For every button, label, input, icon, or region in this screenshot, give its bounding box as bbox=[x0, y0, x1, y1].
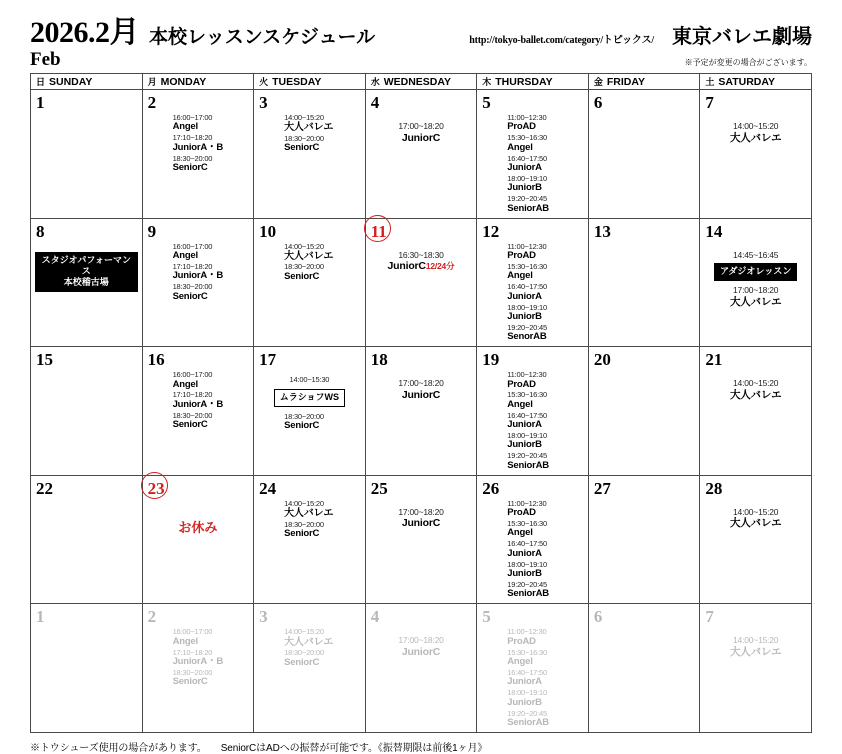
day-cell[interactable] bbox=[477, 604, 589, 733]
day-cell[interactable] bbox=[142, 604, 254, 733]
day-number: 5 bbox=[482, 93, 491, 112]
day-cell[interactable] bbox=[254, 218, 366, 347]
lesson-time: 18:30~20:00 bbox=[284, 262, 324, 272]
day-number: 6 bbox=[593, 607, 603, 627]
month-label-en: Feb bbox=[30, 49, 61, 70]
day-content bbox=[589, 370, 700, 372]
lesson-list-secondary bbox=[704, 286, 807, 308]
lesson-list bbox=[258, 628, 361, 668]
table-header-row bbox=[31, 74, 812, 90]
day-cell[interactable] bbox=[142, 347, 254, 476]
lesson-name: Angel bbox=[507, 398, 533, 410]
lesson-name: 大人バレエ bbox=[284, 508, 334, 520]
lesson-list bbox=[481, 628, 584, 729]
lesson-name: 大人バレエ bbox=[729, 295, 782, 308]
day-number: 20 bbox=[593, 350, 611, 370]
lesson-name: SeniorAB bbox=[507, 716, 549, 728]
lesson-time: 18:00~19:10 bbox=[507, 688, 547, 698]
day-number: 18 bbox=[370, 350, 388, 370]
day-content bbox=[254, 376, 365, 435]
lesson-name: SeniorC bbox=[172, 290, 208, 302]
lesson-name: JuniorB bbox=[507, 568, 542, 580]
lesson-time: 14:00~15:20 bbox=[733, 506, 779, 517]
day-content bbox=[700, 500, 811, 533]
day-number: 3 bbox=[259, 93, 268, 112]
day-cell[interactable] bbox=[477, 218, 589, 347]
day-content bbox=[366, 114, 477, 147]
dow-kanji-thu: 木 bbox=[482, 77, 492, 87]
day-number: 7 bbox=[705, 607, 714, 627]
day-content bbox=[589, 242, 700, 244]
col-header-saturday bbox=[700, 74, 812, 90]
day-number: 1 bbox=[36, 93, 45, 112]
day-content bbox=[366, 371, 477, 404]
lesson-list bbox=[370, 114, 473, 144]
lesson-time: 17:10~18:20 bbox=[172, 261, 213, 271]
lesson-time: 14:00~15:20 bbox=[284, 498, 324, 508]
page-header bbox=[30, 14, 812, 48]
lesson-name: 大人バレエ bbox=[284, 636, 334, 648]
sub-header bbox=[30, 49, 812, 69]
lesson-name: ProAD bbox=[507, 378, 536, 390]
day-number: 4 bbox=[370, 607, 380, 627]
header-url[interactable]: http://tokyo-ballet.com/category/トピックス/ bbox=[469, 35, 654, 46]
lesson-list bbox=[481, 243, 584, 344]
day-number: 3 bbox=[259, 607, 268, 627]
lesson-name: JuniorB bbox=[507, 310, 542, 322]
day-content bbox=[700, 628, 811, 661]
lesson-name: SeniorC bbox=[284, 656, 320, 668]
lesson-time: 16:40~17:50 bbox=[507, 282, 547, 292]
schedule-change-note: ※予定が変更の場合がございます。 bbox=[684, 58, 812, 67]
day-number: 17 bbox=[259, 350, 277, 370]
lesson-time: 16:00~17:00 bbox=[172, 241, 213, 251]
day-content bbox=[143, 628, 254, 691]
lesson-time: 17:00~18:20 bbox=[398, 635, 444, 646]
day-content bbox=[254, 500, 365, 543]
lesson-name: Angel bbox=[172, 121, 198, 133]
day-content bbox=[366, 243, 477, 276]
lesson-time: 17:10~18:20 bbox=[172, 647, 213, 657]
col-header-thursday bbox=[477, 74, 589, 90]
lesson-name: Angel bbox=[172, 249, 198, 261]
lesson-name: 大人バレエ bbox=[729, 645, 782, 658]
dow-en-sat: SATURDAY bbox=[718, 76, 775, 88]
dow-kanji-sun: 日 bbox=[36, 77, 46, 87]
lesson-name: SeniorC bbox=[172, 162, 208, 174]
day-cell[interactable] bbox=[588, 347, 700, 476]
lesson-name: SeniorC bbox=[284, 270, 320, 282]
lesson-name: ProAD bbox=[507, 635, 536, 647]
day-number: 26 bbox=[482, 478, 500, 498]
lesson-name: JuniorA bbox=[507, 290, 542, 302]
lesson-name: ProAD bbox=[507, 121, 536, 133]
day-number: 11 bbox=[366, 219, 387, 240]
lesson-time: 16:00~17:00 bbox=[172, 627, 213, 637]
lesson-time: 16:30~18:30 bbox=[398, 249, 444, 260]
day-content bbox=[589, 627, 700, 629]
lesson-name: JuniorA bbox=[507, 547, 542, 559]
lesson-list bbox=[704, 371, 807, 401]
lesson-name: JuniorA・B bbox=[172, 655, 224, 667]
header-date: 2026.2月 bbox=[30, 16, 139, 49]
event-badge-wrap bbox=[35, 252, 138, 293]
lesson-time: 19:20~20:45 bbox=[507, 708, 547, 718]
event-badge-line2: 本校稽古場 bbox=[63, 277, 109, 288]
lesson-time: 11:00~12:30 bbox=[507, 113, 547, 122]
lesson-list bbox=[370, 243, 473, 273]
lesson-time: 11:00~12:30 bbox=[507, 241, 547, 251]
day-content bbox=[477, 500, 588, 604]
lesson-name: JuniorC bbox=[401, 517, 441, 530]
lesson-name: JuniorC bbox=[401, 388, 441, 401]
col-header-tuesday bbox=[254, 74, 366, 90]
day-number: 5 bbox=[482, 607, 491, 627]
day-number: 16 bbox=[147, 350, 165, 370]
lesson-name: ProAD bbox=[507, 507, 536, 519]
lesson-name: Angel bbox=[507, 527, 533, 539]
lesson-list bbox=[704, 628, 807, 658]
lesson-name: SeniorAB bbox=[507, 459, 549, 471]
lesson-list bbox=[258, 114, 361, 154]
lesson-time: 16:00~17:00 bbox=[172, 113, 213, 122]
day-number: 28 bbox=[705, 478, 723, 498]
day-cell[interactable] bbox=[31, 90, 143, 219]
lesson-name: JuniorC12/24分 bbox=[387, 260, 455, 273]
day-cell[interactable] bbox=[477, 475, 589, 604]
day-content bbox=[254, 114, 365, 157]
lesson-time: 16:40~17:50 bbox=[507, 153, 547, 163]
workshop-time: 14:00~15:30 bbox=[289, 375, 330, 385]
col-header-wednesday bbox=[365, 74, 477, 90]
day-content bbox=[700, 243, 811, 311]
day-number: 7 bbox=[705, 93, 714, 112]
lesson-time: 14:00~15:20 bbox=[284, 627, 324, 637]
day-cell[interactable] bbox=[254, 604, 366, 733]
workshop-block bbox=[258, 376, 361, 407]
lesson-name: 大人バレエ bbox=[284, 122, 334, 134]
lesson-list bbox=[481, 114, 584, 215]
day-content bbox=[700, 371, 811, 404]
lesson-time: 15:30~16:30 bbox=[507, 390, 547, 400]
lesson-name: 大人バレエ bbox=[284, 250, 334, 262]
lesson-time: 18:00~19:10 bbox=[507, 431, 547, 441]
lesson-time: 11:00~12:30 bbox=[507, 627, 547, 637]
col-header-friday bbox=[588, 74, 700, 90]
day-cell[interactable] bbox=[365, 604, 477, 733]
footer-notes bbox=[30, 739, 812, 754]
lesson-time: 15:30~16:30 bbox=[507, 133, 547, 143]
day-cell[interactable] bbox=[142, 218, 254, 347]
lesson-name: SeniorC bbox=[172, 419, 208, 431]
lesson-list bbox=[147, 628, 250, 688]
page-title: 本校レッスンスケジュール bbox=[149, 27, 376, 48]
day-content bbox=[31, 370, 142, 372]
footer-note-1: ※トウシューズ使用の場合があります。 bbox=[30, 742, 207, 754]
lesson-list bbox=[370, 500, 473, 530]
lesson-list bbox=[258, 500, 361, 540]
lesson-name: SeniorAB bbox=[507, 202, 549, 214]
day-content bbox=[143, 517, 254, 538]
day-content bbox=[477, 371, 588, 475]
day-content bbox=[31, 113, 142, 115]
lesson-name: 大人バレエ bbox=[729, 388, 782, 401]
day-content bbox=[477, 243, 588, 347]
lesson-name: JuniorA・B bbox=[172, 141, 224, 153]
lesson-time: 16:40~17:50 bbox=[507, 667, 547, 677]
day-number: 15 bbox=[36, 350, 53, 370]
lesson-time: 16:40~17:50 bbox=[507, 539, 547, 549]
rest-day-label: お休み bbox=[178, 519, 218, 535]
day-number: 6 bbox=[593, 93, 603, 112]
lesson-name: ProAD bbox=[507, 249, 536, 261]
week-row bbox=[31, 604, 812, 733]
day-cell[interactable] bbox=[700, 475, 812, 604]
day-cell[interactable] bbox=[31, 604, 143, 733]
day-content bbox=[31, 252, 142, 295]
lesson-name: JuniorC bbox=[401, 645, 441, 658]
day-number: 14 bbox=[705, 221, 723, 241]
day-number: 25 bbox=[370, 478, 388, 498]
dow-en-wed: WEDNESDAY bbox=[383, 76, 451, 88]
lesson-list bbox=[370, 371, 473, 401]
day-content bbox=[366, 500, 477, 533]
lesson-list bbox=[704, 243, 807, 261]
day-content bbox=[589, 113, 700, 115]
day-content bbox=[254, 628, 365, 671]
day-number: 2 bbox=[147, 607, 157, 627]
lesson-name: SeniorC bbox=[284, 142, 320, 154]
lesson-time: 14:00~15:20 bbox=[284, 113, 324, 122]
lesson-name: JuniorB bbox=[507, 439, 542, 451]
lesson-name: JuniorB bbox=[507, 182, 542, 194]
day-number: 13 bbox=[593, 221, 611, 241]
event-badge-line1: スタジオパフォーマンス bbox=[41, 254, 131, 276]
week-row bbox=[31, 218, 812, 347]
lesson-name: SeniorC bbox=[284, 527, 320, 539]
dow-kanji-mon: 月 bbox=[147, 77, 157, 87]
lesson-name: Angel bbox=[172, 378, 198, 390]
lesson-time: 19:20~20:45 bbox=[507, 194, 547, 204]
lesson-time: 18:30~20:00 bbox=[172, 667, 213, 677]
day-content bbox=[31, 627, 142, 629]
lesson-time: 17:00~18:20 bbox=[398, 378, 444, 389]
day-cell[interactable] bbox=[142, 90, 254, 219]
lesson-time: 16:00~17:00 bbox=[172, 370, 213, 380]
day-number: 24 bbox=[259, 478, 277, 498]
workshop-badge[interactable]: ムラショフWS bbox=[274, 389, 345, 407]
lesson-list bbox=[704, 114, 807, 144]
day-content bbox=[700, 114, 811, 147]
lesson-time: 11:00~12:30 bbox=[507, 498, 547, 508]
lesson-name: SeniorAB bbox=[507, 588, 549, 600]
day-content bbox=[31, 499, 142, 501]
col-header-sunday bbox=[31, 74, 143, 90]
day-content bbox=[589, 499, 700, 501]
day-number: 12 bbox=[482, 221, 500, 241]
schedule-table bbox=[30, 73, 812, 733]
lesson-list bbox=[704, 500, 807, 530]
brand-name: 東京バレエ劇場 bbox=[672, 26, 812, 48]
lesson-time: 18:00~19:10 bbox=[507, 302, 547, 312]
lesson-time: 17:00~18:20 bbox=[398, 506, 444, 517]
day-cell[interactable] bbox=[365, 347, 477, 476]
day-content bbox=[143, 243, 254, 306]
dow-kanji-sat: 土 bbox=[705, 77, 715, 87]
lesson-time: 18:30~20:00 bbox=[172, 282, 213, 292]
lesson-time: 17:00~18:20 bbox=[733, 285, 779, 296]
col-header-monday bbox=[142, 74, 254, 90]
day-number: 1 bbox=[36, 607, 45, 627]
day-number: 21 bbox=[705, 350, 723, 370]
lesson-time: 15:30~16:30 bbox=[507, 647, 547, 657]
day-number: 4 bbox=[370, 93, 380, 112]
week-row bbox=[31, 90, 812, 219]
day-cell[interactable] bbox=[365, 90, 477, 219]
day-cell[interactable] bbox=[588, 90, 700, 219]
lesson-name: JuniorA bbox=[507, 419, 542, 431]
lesson-list bbox=[147, 371, 250, 431]
day-cell[interactable] bbox=[588, 604, 700, 733]
lesson-list bbox=[481, 500, 584, 601]
lesson-name: 大人バレエ bbox=[729, 131, 782, 144]
lesson-list bbox=[147, 114, 250, 174]
day-cell[interactable] bbox=[254, 90, 366, 219]
day-cell[interactable] bbox=[31, 218, 143, 347]
day-cell[interactable] bbox=[31, 475, 143, 604]
footer-note-2: SeniorCはADへの振替が可能です。《振替期限は前後1ヶ月》 bbox=[220, 742, 488, 754]
day-cell[interactable] bbox=[477, 347, 589, 476]
lesson-time: 14:00~15:20 bbox=[733, 121, 779, 131]
dow-en-tue: TUESDAY bbox=[272, 76, 322, 88]
lesson-name: JuniorA bbox=[507, 676, 542, 688]
lesson-time: 14:00~15:20 bbox=[733, 635, 779, 646]
day-cell[interactable] bbox=[477, 90, 589, 219]
lesson-name: Angel bbox=[507, 270, 533, 282]
lesson-time: 17:10~18:20 bbox=[172, 133, 213, 143]
day-content bbox=[477, 114, 588, 218]
lesson-list bbox=[258, 243, 361, 283]
lesson-note: 12/24分 bbox=[425, 261, 455, 272]
day-cell[interactable] bbox=[700, 604, 812, 733]
lesson-list bbox=[370, 628, 473, 658]
lesson-name: Angel bbox=[172, 635, 198, 647]
week-row bbox=[31, 475, 812, 604]
lesson-name: SeniorC bbox=[284, 420, 320, 432]
lesson-time: 18:30~20:00 bbox=[284, 648, 324, 658]
lesson-time: 18:30~20:00 bbox=[284, 519, 324, 529]
lesson-name: 大人バレエ bbox=[729, 517, 782, 530]
lesson-time: 17:00~18:20 bbox=[398, 121, 444, 131]
lesson-time: 19:20~20:45 bbox=[507, 322, 547, 332]
lesson-time: 14:00~15:20 bbox=[733, 378, 779, 389]
lesson-time: 18:30~20:00 bbox=[284, 133, 324, 143]
lesson-list bbox=[481, 371, 584, 472]
day-cell[interactable] bbox=[254, 475, 366, 604]
dow-kanji-tue: 火 bbox=[259, 77, 269, 87]
day-number: 9 bbox=[147, 221, 157, 241]
lesson-name: Angel bbox=[507, 655, 533, 667]
day-content bbox=[477, 628, 588, 732]
lesson-time: 18:30~20:00 bbox=[172, 410, 213, 420]
lesson-name: JuniorC bbox=[401, 131, 441, 144]
dow-kanji-wed: 水 bbox=[370, 77, 380, 87]
lesson-time: 11:00~12:30 bbox=[507, 370, 547, 380]
day-cell[interactable] bbox=[365, 475, 477, 604]
lesson-time: 18:00~19:10 bbox=[507, 173, 547, 183]
day-number: 19 bbox=[482, 350, 500, 370]
day-cell[interactable] bbox=[700, 347, 812, 476]
lesson-list bbox=[258, 413, 361, 432]
day-number: 2 bbox=[147, 93, 157, 112]
event-badge[interactable] bbox=[35, 252, 138, 293]
lesson-name: JuniorA・B bbox=[172, 270, 224, 282]
lesson-time: 19:20~20:45 bbox=[507, 451, 547, 461]
lesson-time: 18:30~20:00 bbox=[284, 411, 324, 421]
lesson-time: 19:20~20:45 bbox=[507, 579, 547, 589]
day-cell[interactable] bbox=[588, 475, 700, 604]
lesson-name: JuniorB bbox=[507, 696, 542, 708]
lesson-time: 18:30~20:00 bbox=[172, 153, 213, 163]
day-content bbox=[254, 243, 365, 286]
lesson-time: 15:30~16:30 bbox=[507, 519, 547, 528]
day-number: 22 bbox=[36, 478, 53, 498]
lesson-time: 15:30~16:30 bbox=[507, 261, 547, 271]
dow-en-mon: MONDAY bbox=[160, 76, 207, 88]
day-cell[interactable] bbox=[588, 218, 700, 347]
lesson-name: JuniorA bbox=[507, 162, 542, 174]
dow-en-thu: THURSDAY bbox=[495, 76, 553, 88]
lesson-time: 14:00~15:20 bbox=[284, 241, 324, 251]
lesson-name: SeniorC bbox=[172, 676, 208, 688]
day-content bbox=[143, 371, 254, 434]
lesson-time: 14:45~16:45 bbox=[733, 249, 779, 260]
lesson-time: 18:00~19:10 bbox=[507, 559, 547, 569]
week-row bbox=[31, 347, 812, 476]
day-cell[interactable] bbox=[142, 475, 254, 604]
day-cell[interactable] bbox=[254, 347, 366, 476]
day-content bbox=[143, 114, 254, 177]
day-number: 10 bbox=[259, 221, 277, 241]
day-number: 27 bbox=[593, 478, 611, 498]
lesson-time: 17:10~18:20 bbox=[172, 390, 213, 400]
lesson-name: Angel bbox=[507, 141, 533, 153]
lesson-list bbox=[147, 243, 250, 303]
dow-kanji-fri: 金 bbox=[593, 77, 603, 87]
lesson-name: JuniorA・B bbox=[172, 398, 224, 410]
day-cell[interactable] bbox=[365, 218, 477, 347]
lesson-time: 16:40~17:50 bbox=[507, 410, 547, 420]
lesson-name: SenorAB bbox=[507, 331, 547, 343]
dow-en-sun: SUNDAY bbox=[49, 76, 93, 88]
adagio-lesson-badge[interactable]: アダジオレッスン bbox=[714, 263, 797, 281]
day-cell[interactable] bbox=[31, 347, 143, 476]
day-number: 23 bbox=[143, 476, 165, 497]
day-number: 8 bbox=[36, 221, 45, 241]
day-cell[interactable] bbox=[700, 218, 812, 347]
day-content bbox=[366, 628, 477, 661]
day-cell[interactable] bbox=[700, 90, 812, 219]
dow-en-fri: FRIDAY bbox=[606, 76, 645, 88]
